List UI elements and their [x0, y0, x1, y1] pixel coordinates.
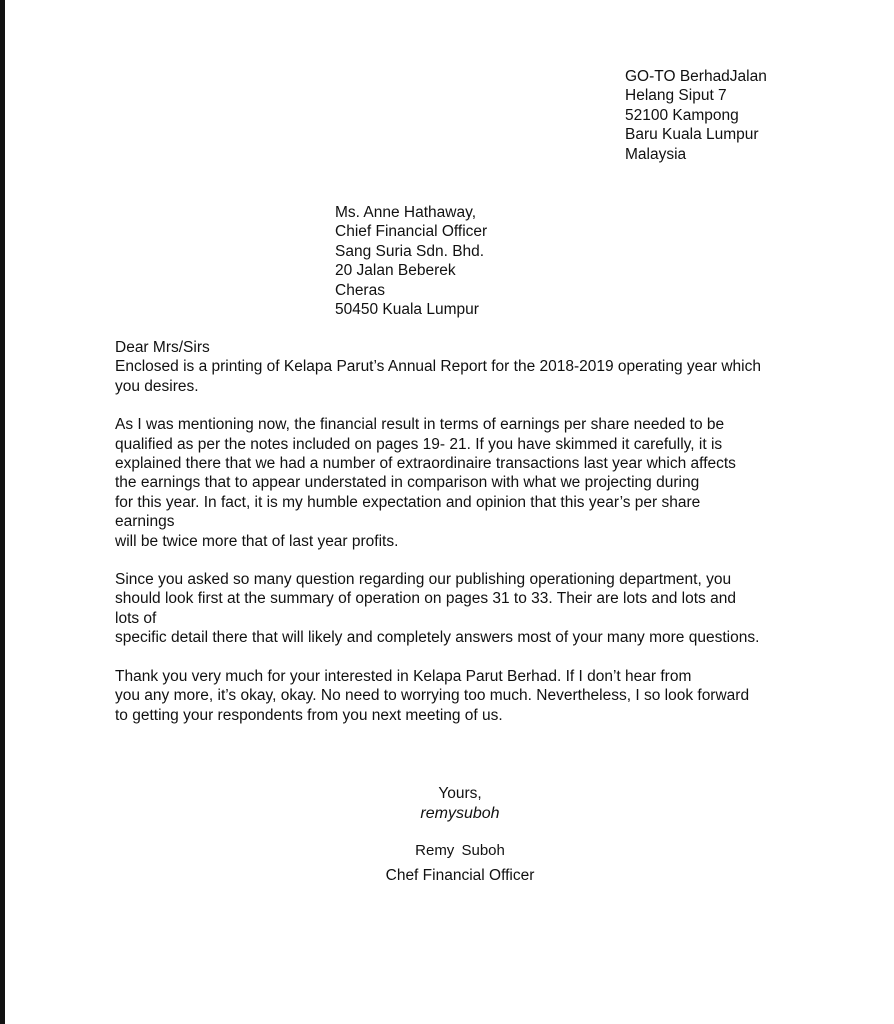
sender-line: Helang Siput 7 — [625, 87, 727, 105]
sender-line: GO-TO BerhadJalan — [625, 68, 767, 85]
recipient-line: Sang Suria Sdn. Bhd. — [335, 242, 485, 260]
paragraph-line: will be twice more that of last year profits. — [115, 532, 399, 550]
paragraph-line: you any more, it’s okay, okay. No need to worrying too much. Nevertheless, I so look forward — [115, 687, 750, 705]
signer-name: Remy Suboh — [415, 841, 505, 859]
valediction: Yours, — [438, 785, 482, 802]
recipient-line: Chief Financial Officer — [335, 223, 488, 241]
paragraph-line: earnings — [115, 513, 175, 531]
salutation: Dear Mrs/Sirs — [115, 339, 210, 356]
paragraph-line: As I was mentioning now, the financial result in terms of earnings per share needed to be — [115, 416, 725, 434]
paragraph-line: should look first at the summary of operation on pages 31 to 33. Their are lots and lots and — [115, 590, 736, 608]
paragraph-line: the earnings that to appear understated in comparison with what we projecting during — [115, 474, 700, 492]
left-edge-bar — [0, 0, 5, 1024]
paragraph-earnings — [115, 415, 815, 551]
paragraph-line: Enclosed is a printing of Kelapa Parut’s Annual Report for the 2018-2019 operating year which — [115, 358, 761, 376]
paragraph-line: Thank you very much for your interested in Kelapa Parut Berhad. If I don’t hear from — [115, 667, 692, 685]
recipient-line: Ms. Anne Hathaway, — [335, 204, 477, 221]
paragraph-line: qualified as per the notes included on pages 19- 21. If you have skimmed it carefully, it is — [115, 435, 723, 453]
paragraph-line: for this year. In fact, it is my humble expectation and opinion that this year’s per share — [115, 493, 701, 511]
paragraph-line: to getting your respondents from you next meeting of us. — [115, 706, 503, 724]
signer-title: Chef Financial Officer — [385, 867, 535, 885]
sender-line: Baru Kuala Lumpur — [625, 126, 759, 144]
salutation-block — [115, 338, 815, 396]
letter-body — [115, 338, 815, 744]
recipient-line: 50450 Kuala Lumpur — [335, 301, 479, 319]
paragraph-line: explained there that we had a number of extraordinaire transactions last year which affects — [115, 455, 736, 473]
paragraph-line: you desires. — [115, 377, 199, 395]
paragraph-thanks — [115, 667, 815, 725]
paragraph-operations — [115, 570, 815, 648]
sender-line: Malaysia — [625, 145, 687, 163]
closing-block — [340, 784, 580, 886]
sender-line: 52100 Kampong — [625, 106, 739, 124]
recipient-line: Cheras — [335, 281, 385, 299]
signature: remysuboh — [420, 805, 500, 823]
sender-address — [625, 67, 825, 164]
paragraph-line: specific detail there that will likely and completely answers most of your many more questions. — [115, 629, 760, 647]
recipient-address — [335, 203, 595, 319]
paragraph-line: lots of — [115, 609, 157, 627]
paragraph-line: Since you asked so many question regarding our publishing operationing department, you — [115, 571, 732, 589]
recipient-line: 20 Jalan Beberek — [335, 262, 456, 280]
